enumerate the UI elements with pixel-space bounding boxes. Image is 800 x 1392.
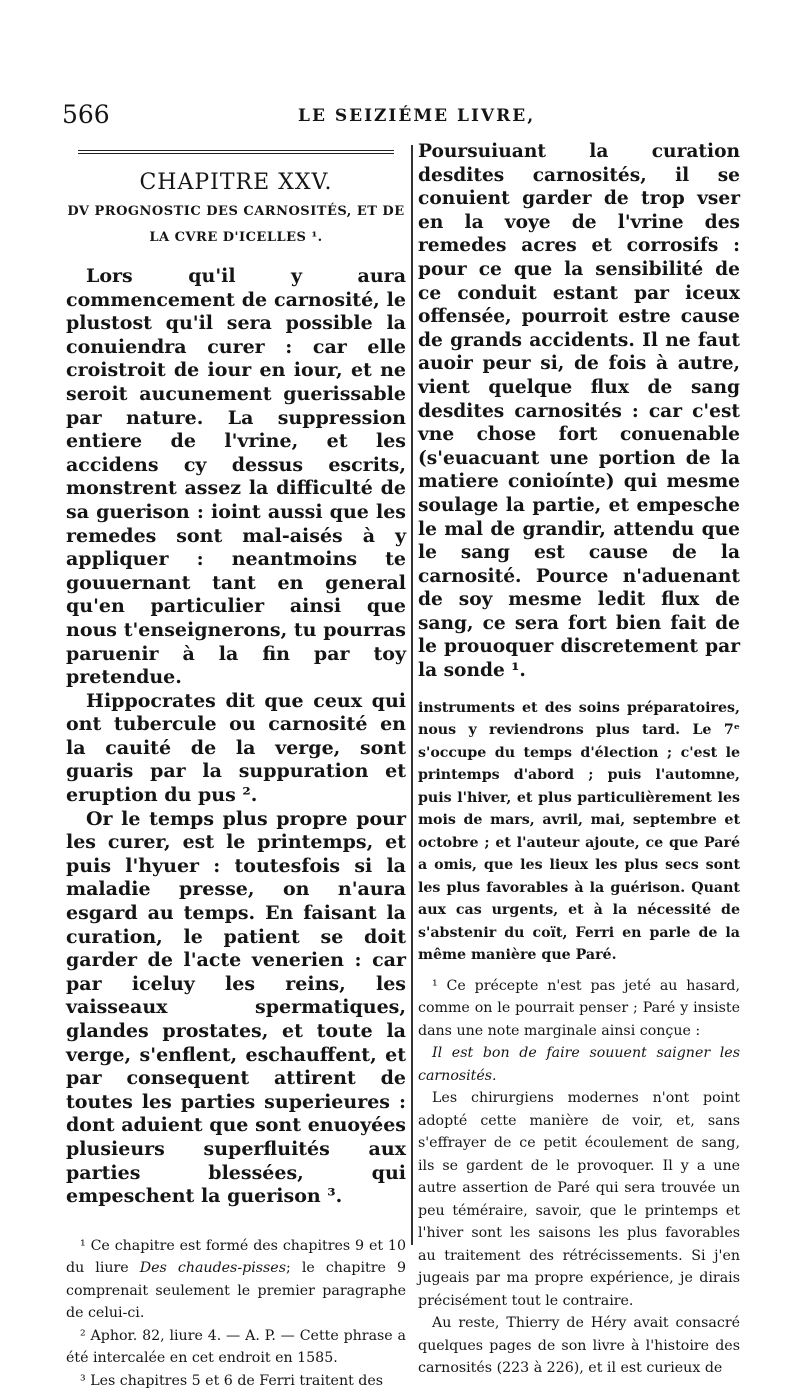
page-header: [62, 100, 762, 132]
footnote-1-text-b: ; le chapitre 9 comprenait seulement le premier paragraphe de celui-ci.: [66, 1260, 406, 1322]
column-divider: [411, 145, 413, 1245]
chapter-rule: [78, 150, 394, 154]
body-paragraph-1: Lors qu'il y aura commencement de carnosité, le plustost qu'il sera possible la conuiendra curer : car elle croistroit de iour en iour, et ne seroit aucunement guerissable par nature. La suppression entiere de l'vrine, et les accidens cy dessus escrits, monstrent assez la difficulté de sa guerison : ioint aussi que les remedes sont mal-aisés à y appliquer : neantmoins te gouuernant tant en general qu'en particulier ainsi que nous t'enseignerons, tu pourras paruenir à la fin par toy pretendue.: [66, 265, 406, 689]
body-paragraph-3: Or le temps plus propre pour les curer, est le printemps, et puis l'hyuer : toutesfois si la maladie presse, on n'aura esgard au temps. En faisant la curation, le patient se doit garder de l'acte venerien : car par iceluy les reins, les vaisseaux spermatiques, glandes prostates, et toute la verge, s'enflent, eschauffent, et par consequent attirent de toutes les parties superieures : dont aduient que sont enuoyées plusieurs superfluités aux parties blessées, qui empeschent la guerison ³.: [66, 807, 406, 1208]
footnote-right-paragraph-2: Les chirurgiens modernes n'ont point adopté cette manière de voir, et, sans s'effrayer de ce petit écoulement de sang, ils se gardent de le provoquer. Il y a une autre assertion de Paré qui sera trouvée un peu téméraire, savoir, que le printemps et l'hiver sont les saisons les plus favorables au traitement des rétrécissements. Si j'en jugeais par ma propre expérience, je dirais précisément tout le contraire.: [418, 1090, 740, 1309]
footnote-2: ² Aphor. 82, liure 4. — A. P. — Cette phrase a été intercalée en cet endroit en 1585.: [66, 1327, 406, 1367]
left-column: [66, 140, 406, 1392]
footnote-1: [66, 1235, 406, 1325]
footnote-1-book-title: Des chaudes-pisses: [139, 1260, 286, 1277]
marginal-note-quote: Il est bon de faire souuent saigner les carnosités.: [418, 1045, 740, 1084]
chapter-subtitle: [66, 199, 406, 251]
chapter-subtitle-line-1: DV PROGNOSTIC DES CARNOSITÉS, ET DE: [67, 204, 405, 219]
left-body-text: [66, 265, 406, 1209]
right-body-paragraph: Poursuiuant la curation desdites carnosités, il se conuient garder de trop vser en la voye de l'vrine des remedes acres et corrosifs : pour ce que la sensibilité de ce conduit estant par iceux offensée, pourroit estre cause de grands accidents. Il ne faut auoir peur si, de fois à autre, vient quelque flux de sang desdites carnosités : car c'est vne chose fort conuenable (s'euacuant une portion de la matiere conioínte) qui mesme soulage la partie, et empesche le mal de grandir, attendu que le sang est cause de la carnosité. Pource n'aduenant de soy mesme ledit flux de sang, ce sera fort bien fait de le prouoquer discretement par la sonde ¹.: [418, 141, 740, 682]
page-number: 566: [62, 100, 110, 129]
right-column: [418, 140, 740, 1380]
footnote-3: ³ Les chapitres 5 et 6 de Ferri traitent des: [80, 1372, 384, 1389]
footnote-1-text-a: ¹ Ce chapitre est formé des chapitres 9 et 10 du liure: [66, 1237, 406, 1277]
body-paragraph-2: Hippocrates dit que ceux qui ont tubercule ou carnosité en la cauité de la verge, sont guaris par la suppuration et eruption du pus ².: [66, 689, 406, 807]
left-footnotes: [66, 1235, 406, 1392]
footnote-right-paragraph-3: Au reste, Thierry de Héry avait consacré quelques pages de son livre à l'histoire des carnosités (223 à 226), et il est curieux de: [418, 1315, 740, 1377]
footnote-right-1: ¹ Ce précepte n'est pas jeté au hasard, comme on le pourrait penser ; Paré y insiste dans une note marginale ainsi conçue :: [418, 977, 740, 1039]
chapter-subtitle-line-2: LA CVRE D'ICELLES ¹.: [149, 230, 323, 245]
chapter-title: CHAPITRE XXV.: [139, 170, 333, 195]
footnote-continuation: instruments et des soins préparatoires, nous y reviendrons plus tard. Le 7ᵉ s'occupe du temps d'élection ; c'est le printemps d'abord ; puis l'automne, puis l'hiver, et plus particulièrement les mois de mars, avril, mai, septembre et octobre ; et l'auteur ajoute, ce que Paré a omis, que les lieux les plus secs sont les plus favorables à la guérison. Quant aux cas urgents, et à la nécessité de s'abstenir du coït, Ferri en parle de la même manière que Paré.: [418, 699, 740, 964]
running-title: LE SEIZIÉME LIVRE,: [298, 106, 536, 126]
right-footnotes: [418, 697, 740, 1380]
